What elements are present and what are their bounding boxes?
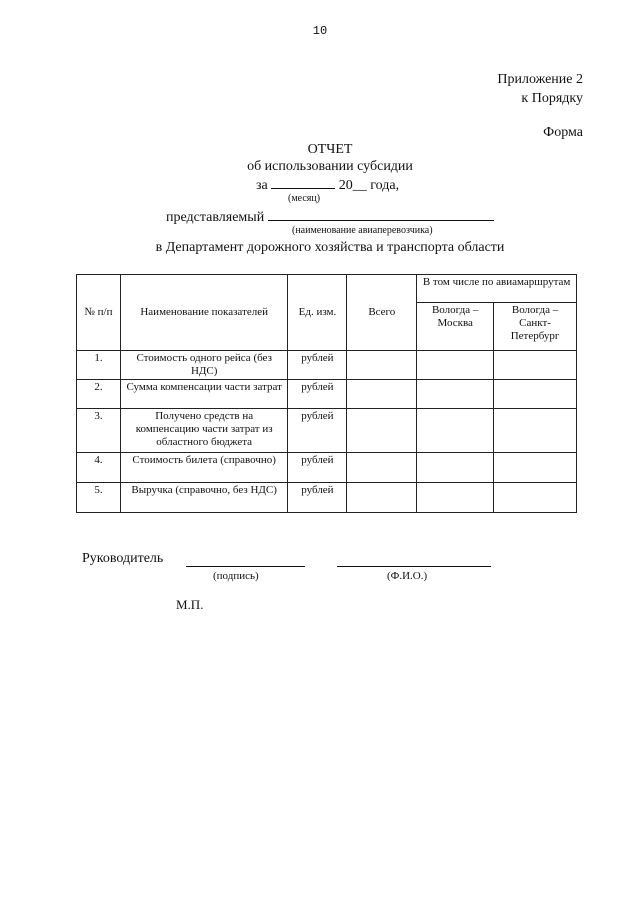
- report-subtitle: об использовании субсидии: [247, 159, 413, 174]
- row-name: Сумма компенсации части затрат: [120, 380, 288, 409]
- row-total-cell: [347, 380, 417, 409]
- signature-hint: (подпись): [213, 570, 259, 582]
- table-row: [77, 351, 577, 380]
- row-num: 5.: [77, 483, 121, 513]
- row-num: 2.: [77, 380, 121, 409]
- row-num: 3.: [77, 409, 121, 453]
- row-name: Получено средств на компенсацию части затрат из областного бюджета: [120, 409, 288, 453]
- name-line: [337, 565, 491, 567]
- row-unit: рублей: [288, 409, 347, 453]
- row-name: Стоимость одного рейса (без НДС): [120, 351, 288, 380]
- row-unit: рублей: [288, 351, 347, 380]
- row-name: Стоимость билета (справочно): [120, 453, 288, 483]
- row-route2-cell: [494, 453, 577, 483]
- signature-line: [186, 565, 305, 567]
- row-route1-cell: [417, 351, 494, 380]
- seal-mark: М.П.: [176, 597, 204, 612]
- report-title: ОТЧЕТ: [307, 142, 353, 157]
- row-unit: рублей: [288, 453, 347, 483]
- row-name: Выручка (справочно, без НДС): [120, 483, 288, 513]
- row-unit: рублей: [288, 380, 347, 409]
- carrier-hint: (наименование авиаперевозчика): [292, 225, 433, 236]
- row-route1-cell: [417, 483, 494, 513]
- report-table: [76, 274, 577, 513]
- table-row: [77, 409, 577, 453]
- row-route2-cell: [494, 483, 577, 513]
- row-num: 1.: [77, 351, 121, 380]
- row-total-cell: [347, 409, 417, 453]
- row-num: 4.: [77, 453, 121, 483]
- annex-label: Приложение 2: [497, 72, 583, 87]
- page-number: 10: [312, 24, 328, 38]
- annex-to-label: к Порядку: [521, 91, 583, 106]
- table-row: [77, 453, 577, 483]
- recipient-line: в Департамент дорожного хозяйства и транспорта области: [155, 240, 505, 255]
- row-route2-cell: [494, 351, 577, 380]
- row-route1-cell: [417, 380, 494, 409]
- table-row: [77, 380, 577, 409]
- header-unit: Ед. изм.: [288, 275, 347, 351]
- row-total-cell: [347, 483, 417, 513]
- row-route2-cell: [494, 409, 577, 453]
- period-line: [256, 176, 399, 194]
- name-hint: (Ф.И.О.): [387, 570, 428, 582]
- presented-by-label: представляемый: [166, 210, 265, 225]
- month-blank: [271, 176, 335, 189]
- row-route1-cell: [417, 453, 494, 483]
- row-route2-cell: [494, 380, 577, 409]
- year-text: 20__ года,: [338, 178, 400, 193]
- table-row: [77, 483, 577, 513]
- header-routes-group: В том числе по авиамаршрутам: [417, 275, 577, 303]
- form-label: Форма: [543, 125, 583, 140]
- row-unit: рублей: [288, 483, 347, 513]
- month-hint: (месяц): [288, 193, 321, 204]
- header-route-spb: Вологда – Санкт-Петербург: [494, 303, 577, 351]
- signature-label: Руководитель: [82, 551, 164, 566]
- header-name: Наименование показателей: [120, 275, 288, 351]
- header-num: № п/п: [77, 275, 121, 351]
- carrier-blank: [268, 208, 494, 221]
- header-route-moscow: Вологда – Москва: [417, 303, 494, 351]
- period-prefix: за: [256, 178, 268, 193]
- row-route1-cell: [417, 409, 494, 453]
- row-total-cell: [347, 453, 417, 483]
- row-total-cell: [347, 351, 417, 380]
- presented-by-line: [166, 208, 494, 226]
- header-total: Всего: [347, 275, 417, 351]
